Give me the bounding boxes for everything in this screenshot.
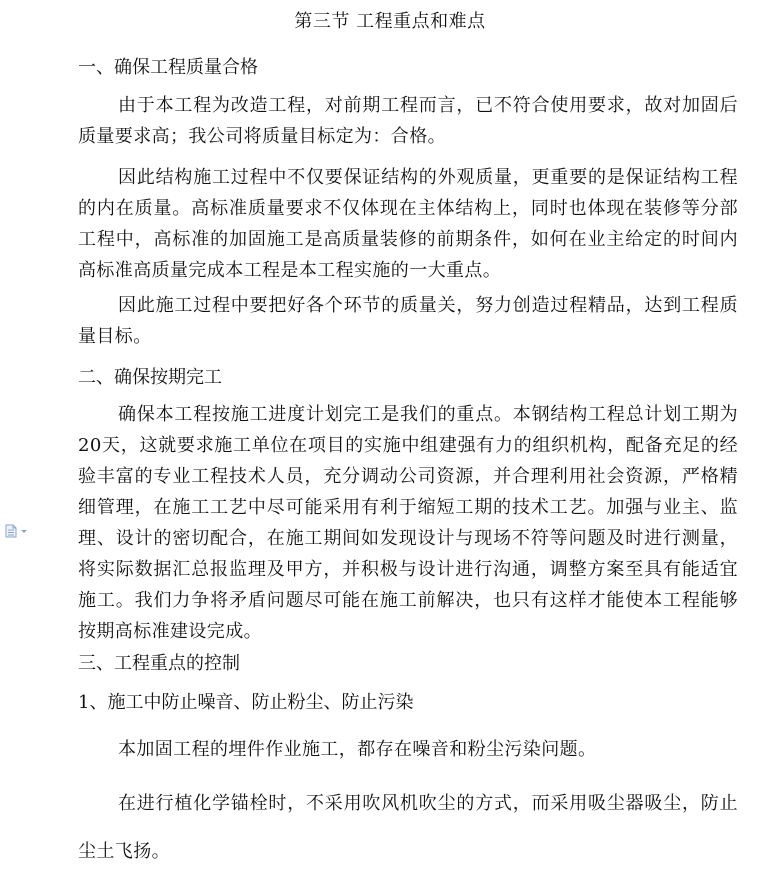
heading-schedule: 二、确保按期完工 — [78, 367, 222, 388]
paragraph-quality-3: 因此施工过程中要把好各个环节的质量关，努力创造过程精品，达到工程质量目标。 — [78, 295, 738, 347]
paragraph-options-icon[interactable] — [4, 523, 30, 537]
paragraph-quality-1: 由于本工程为改造工程，对前期工程而言，已不符合使用要求，故对加固后质量要求高；我公司将质量目标定为：合格。 — [78, 95, 738, 147]
section-title: 第三节 工程重点和难点 — [294, 11, 486, 32]
paragraph-schedule-1: 确保本工程按施工进度计划完工是我们的重点。本钢结构工程总计划工期为20天，这就要求施工单位在项目的实施中组建强有力的组织机构，配备充足的经验丰富的专业工程技术人员，充分调动公司资源，并合理利用社会资源，严格精细管理，在施工工艺中尽可能采用有利于缩短工期的技术工艺。加强与业主、监理、设计的密切配合，在施工期间如发现设计与现场不符等问题及时进行测量，将实际数据汇总报监理及甲方，并积极与设计进行沟通，调整方案至具有能适宜施工。我们力争将矛盾问题尽可能在施工前解决，也只有这样才能使本工程能够按期高标准建设完成。 — [78, 404, 738, 642]
heading-key-control: 三、工程重点的控制 — [78, 653, 240, 674]
subheading-noise-dust: 1、施工中防止噪音、防止粉尘、防止污染 — [78, 692, 414, 713]
paragraph-quality-2: 因此结构施工过程中不仅要保证结构的外观质量，更重要的是保证结构工程的内在质量。高标准质量要求不仅体现在主体结构上，同时也体现在装修等分部工程中，高标准的加固施工是高质量装修的前期条件，如何在业主给定的时间内高标准高质量完成本工程是本工程实施的一大重点。 — [78, 167, 738, 281]
heading-quality: 一、确保工程质量合格 — [78, 57, 258, 78]
paragraph-noise-1: 本加固工程的埋件作业施工，都存在噪音和粉尘污染问题。 — [118, 739, 597, 760]
paragraph-noise-2: 在进行植化学锚栓时，不采用吹风机吹尘的方式，而采用吸尘器吸尘，防止尘土飞扬。 — [78, 793, 738, 862]
